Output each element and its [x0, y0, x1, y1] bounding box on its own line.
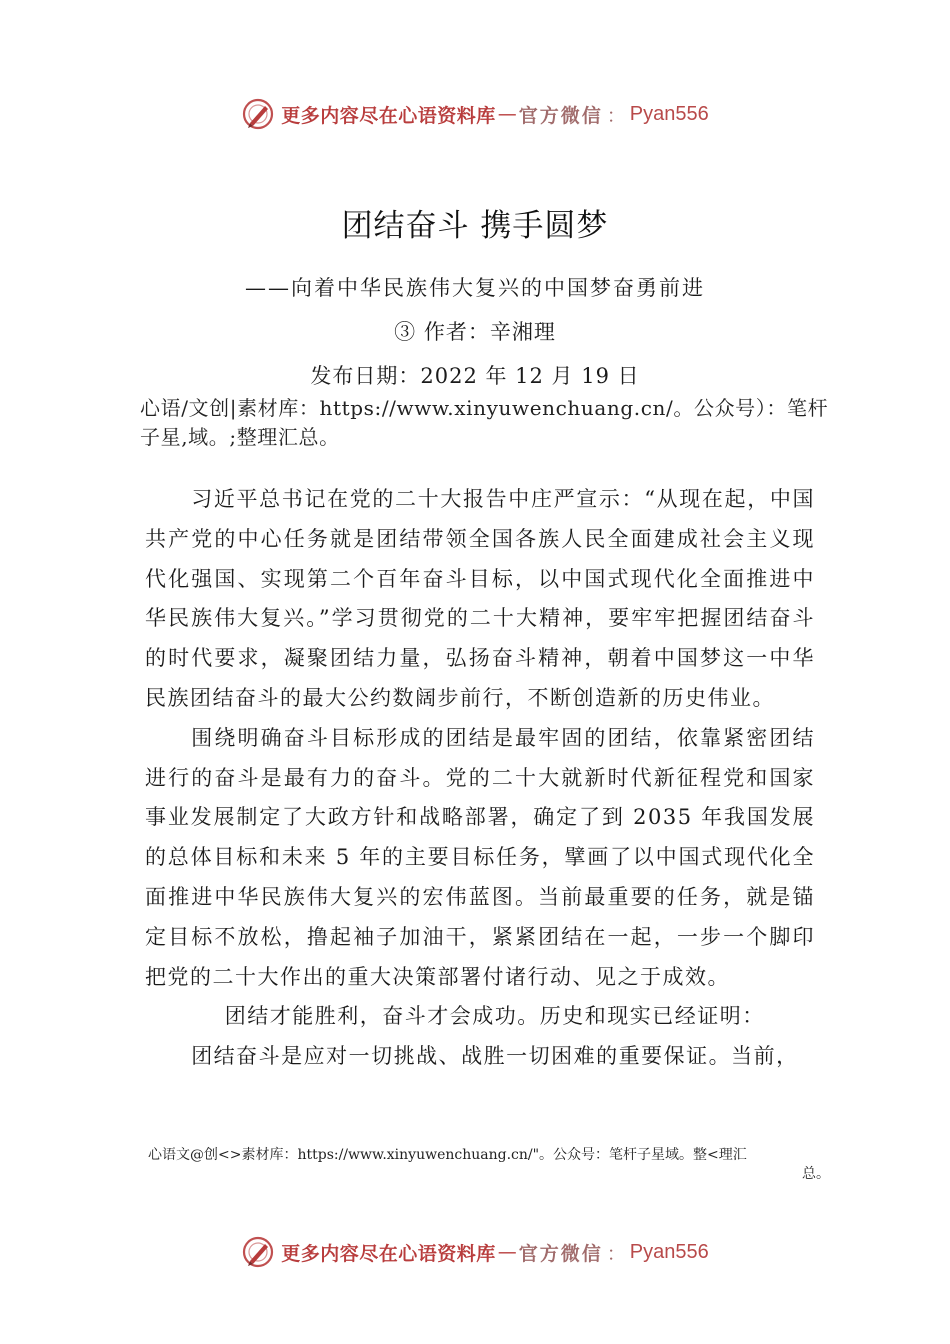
banner-main-text: 更多内容尽在心语资料库	[281, 104, 496, 127]
paragraph: 围绕明确奋斗目标形成的团结是最牢固的团结，依靠紧密团结进行的奋斗是最有力的奋斗。党的二十大就新时代新征程党和国家事业发展制定了大政方针和战略部署，确定了到 2035 年我国发展的总体目标和未来 5 年的主要目标任务，擘画了以中国式现代化全面推进中华民族伟大复兴的宏伟蓝图。当前最重要的任务，就是锚定目标不放松，撸起袖子加油干，紧紧团结在一起，一步一个脚印把党的二十大作出的重大决策部署付诸行动、见之于成效。	[145, 725, 815, 989]
banner-colon: ：	[606, 104, 626, 127]
banner-wechat-id: Pyan556	[629, 1240, 709, 1263]
paragraph: 习近平总书记在党的二十大报告中庄严宣示：“从现在起，中国共产党的中心任务就是团结带领全国各族人民全面建成社会主义现代化强国、实现第二个百年奋斗目标，以中国式现代化全面推进中华民族伟大复兴。”学习贯彻党的二十大精神，要牢牢把握团结奋斗的时代要求，凝聚团结力量，弘扬奋斗精神，朝着中国梦这一中华民族团结奋斗的最大公约数阔步前行，不断创造新的历史伟业。	[145, 487, 815, 710]
header-banner	[0, 94, 950, 134]
article-author: ③ 作者：辛湘理	[394, 320, 556, 344]
article-date: 发布日期：2022 年 12 月 19 日	[310, 364, 640, 388]
pen-logo-icon	[241, 97, 275, 131]
article-subtitle: ——向着中华民族伟大复兴的中国梦奋勇前进	[245, 276, 705, 300]
footer-note	[148, 1146, 840, 1184]
source-line: 心语/文创|素材库：https://www.xinyuwenchuang.cn/。公众号）：笔杆子星,域。;整理汇总。	[140, 396, 829, 449]
banner-secondary-text: 官方微信	[518, 104, 603, 127]
footer-note-main: 心语文@创<>素材库：https://www.xinyuwenchuang.cn/"。公众号：笔杆子星域。整<理汇	[148, 1147, 747, 1163]
banner-main-text: 更多内容尽在心语资料库	[281, 1242, 496, 1265]
banner-wechat-id: Pyan556	[629, 102, 709, 125]
paragraph: 团结才能胜利，奋斗才会成功。历史和现实已经证明：	[224, 1004, 765, 1029]
banner-dash: —	[497, 1241, 517, 1263]
banner-secondary-text: 官方微信	[518, 1242, 603, 1265]
paragraph: 团结奋斗是应对一切挑战、战胜一切困难的重要保证。当前，	[191, 1044, 799, 1069]
banner-colon: ：	[606, 1242, 626, 1265]
footer-banner	[0, 1232, 950, 1272]
article-body	[145, 480, 815, 1077]
banner-dash: —	[497, 103, 517, 125]
pen-logo-icon	[241, 1235, 275, 1269]
article-title: 团结奋斗 携手圆梦	[341, 208, 609, 244]
footer-note-end: 总。	[802, 1166, 830, 1182]
